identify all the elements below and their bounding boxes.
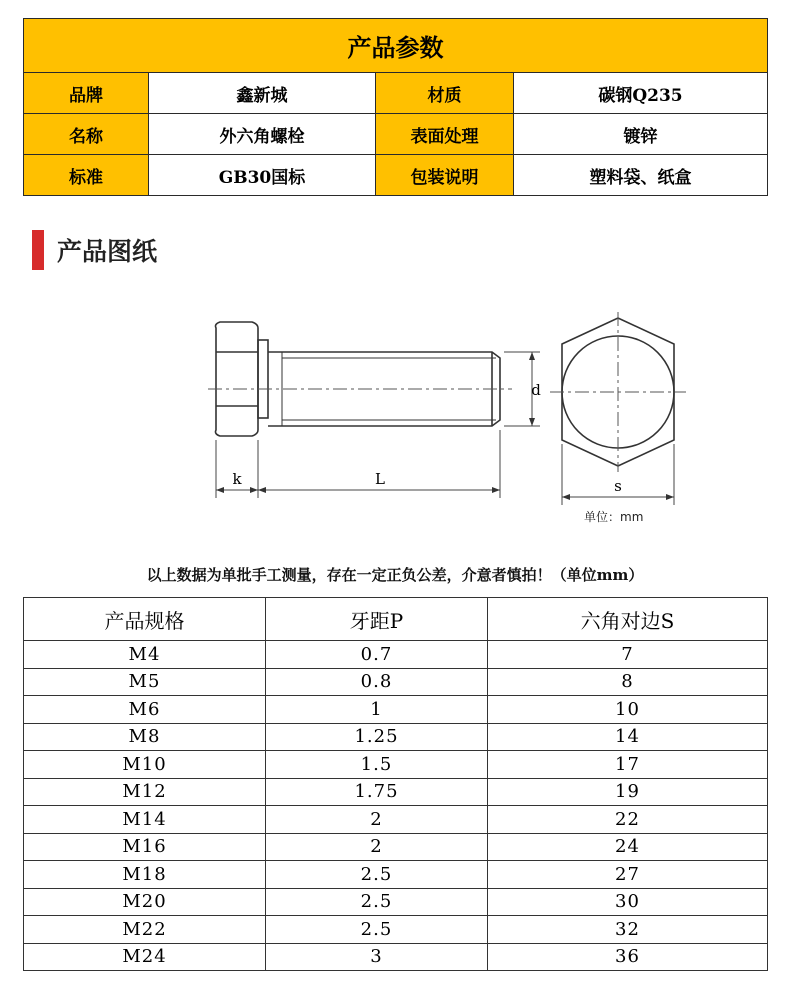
measurement-note: 以上数据为单批手工测量，存在一定正负公差，介意者慎拍！（单位mm） [146,566,644,584]
params-row [24,73,768,114]
table-cell: M18 [24,861,266,889]
column-header: 牙距P [266,598,488,641]
table-cell: M20 [24,888,266,916]
table-row [24,696,768,724]
bolt-drawing [200,300,755,550]
param-label: 包装说明 [376,155,514,196]
table-cell: 1 [266,696,488,724]
param-value: 镀锌 [514,114,768,155]
table-cell: M24 [24,943,266,971]
params-row [24,155,768,196]
section-title: 产品图纸 [57,237,158,266]
table-row [24,778,768,806]
table-cell: M10 [24,751,266,779]
table-cell: 14 [488,723,768,751]
table-cell: 2.5 [266,861,488,889]
table-cell: 2 [266,833,488,861]
table-cell: M4 [24,641,266,669]
unit-note: 单位：mm [584,510,644,524]
dim-k-label: k [232,470,242,488]
table-cell: 24 [488,833,768,861]
dim-L-label: L [375,470,385,488]
dim-s-label: s [614,477,622,495]
table-row [24,943,768,971]
param-label: 标准 [24,155,149,196]
table-cell: 1.75 [266,778,488,806]
section-accent-bar [32,230,44,270]
table-cell: 0.7 [266,641,488,669]
table-row [24,806,768,834]
params-title: 产品参数 [24,19,768,73]
table-row [24,668,768,696]
table-row [24,751,768,779]
table-cell: M8 [24,723,266,751]
table-cell: 0.8 [266,668,488,696]
table-row [24,861,768,889]
table-cell: 2 [266,806,488,834]
column-header: 六角对边S [488,598,768,641]
table-cell: 2.5 [266,888,488,916]
table-cell: 3 [266,943,488,971]
param-value: 塑料袋、纸盒 [514,155,768,196]
table-cell: M6 [24,696,266,724]
table-cell: 1.5 [266,751,488,779]
table-cell: 8 [488,668,768,696]
params-row [24,114,768,155]
spec-header-row [24,598,768,641]
table-cell: 32 [488,916,768,944]
table-cell: M5 [24,668,266,696]
table-cell: 2.5 [266,916,488,944]
table-row [24,833,768,861]
spec-table [23,597,768,971]
param-label: 表面处理 [376,114,514,155]
table-cell: 10 [488,696,768,724]
table-cell: M22 [24,916,266,944]
table-cell: M12 [24,778,266,806]
table-cell: 22 [488,806,768,834]
table-cell: 27 [488,861,768,889]
table-cell: 36 [488,943,768,971]
column-header: 产品规格 [24,598,266,641]
table-cell: M16 [24,833,266,861]
dim-d-label: d [531,381,541,399]
param-label: 品牌 [24,73,149,114]
table-row [24,641,768,669]
param-value: 外六角螺栓 [149,114,376,155]
param-value: GB30国标 [149,155,376,196]
table-row [24,888,768,916]
param-value: 鑫新城 [149,73,376,114]
table-cell: 30 [488,888,768,916]
table-row [24,916,768,944]
product-params-table [23,18,768,196]
param-label: 材质 [376,73,514,114]
table-cell: M14 [24,806,266,834]
table-row [24,723,768,751]
param-value: 碳钢Q235 [514,73,768,114]
param-label: 名称 [24,114,149,155]
table-cell: 7 [488,641,768,669]
table-cell: 1.25 [266,723,488,751]
table-cell: 17 [488,751,768,779]
table-cell: 19 [488,778,768,806]
